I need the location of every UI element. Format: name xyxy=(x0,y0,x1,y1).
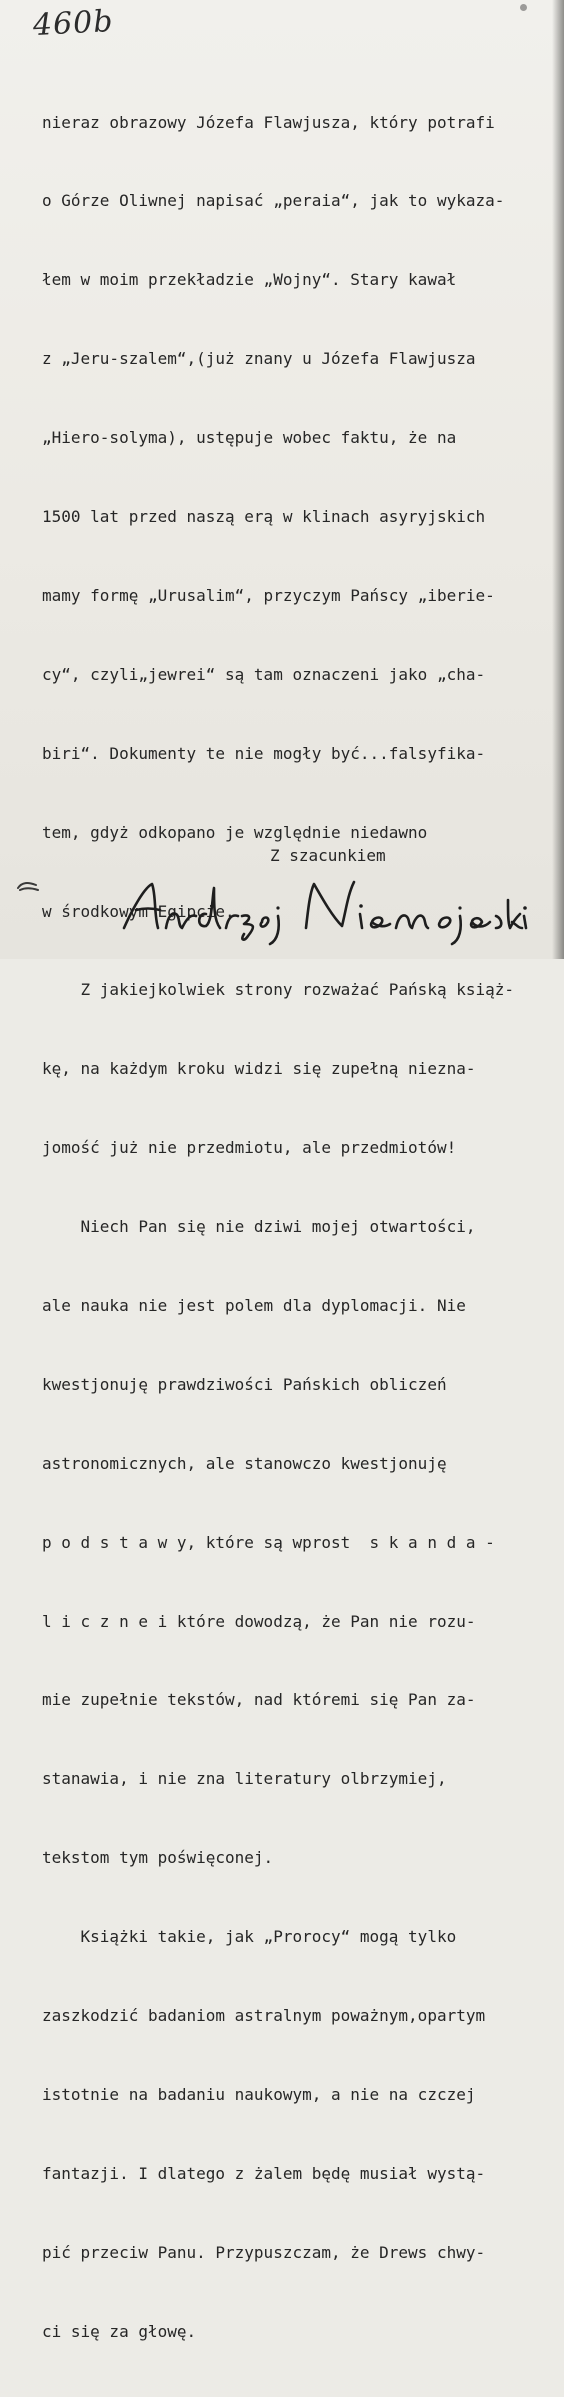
text-line: 1500 lat przed naszą erą w klinach asyryjskich xyxy=(42,507,486,527)
text-line: z „Jeru-szalem“,(już znany u Józefa Flawjusza xyxy=(42,349,476,369)
text-line: zaszkodzić badaniom astralnym poważnym,opartym xyxy=(42,2005,486,2025)
text-line: nieraz obrazowy Józefa Flawjusza, który potrafi xyxy=(42,112,495,132)
text-line: Z jakiejkolwiek strony rozważać Pańską książ- xyxy=(42,980,515,1000)
text-line: łem w moim przekładzie „Wojny“. Stary kawał xyxy=(42,270,457,290)
text-line: Niech Pan się nie dziwi mojej otwartości, xyxy=(42,1217,476,1237)
text-line: kwestjonuję prawdziwości Pańskich obliczeń xyxy=(42,1374,447,1394)
text-line: tekstom tym poświęconej. xyxy=(42,1848,274,1868)
text-line: o Górze Oliwnej napisać „peraia“, jak to wykaza- xyxy=(42,191,505,211)
text-line: mie zupełnie tekstów, nad któremi się Pan za- xyxy=(42,1690,476,1710)
text-line: mamy formę „Urusalim“, przyczym Pańscy „iberie- xyxy=(42,585,495,605)
ink-speck xyxy=(520,4,527,11)
text-line: istotnie na badaniu naukowym, a nie na czczej xyxy=(42,2084,476,2104)
text-line: pić przeciw Panu. Przypuszczam, że Drews chwy- xyxy=(42,2242,486,2262)
text-line: „Hiero-solyma), ustępuje wobec faktu, że na xyxy=(42,428,457,448)
text-line: ci się za głowę. xyxy=(42,2321,197,2341)
text-line: l i c z n e i które dowodzą, że Pan nie rozu- xyxy=(42,1611,476,1631)
text-line: kę, na każdym kroku widzi się zupełną niezna- xyxy=(42,1059,476,1079)
text-line: Książki takie, jak „Prorocy“ mogą tylko xyxy=(42,1927,457,1947)
handwritten-page-number: 460b xyxy=(32,3,115,44)
page-edge-shadow xyxy=(552,0,564,959)
text-line: fantazji. I dlatego z żalem będę musiał wystą- xyxy=(42,2163,486,2183)
closing-salutation: Z szacunkiem xyxy=(270,846,386,865)
ink-smudge xyxy=(16,878,40,894)
text-line: tem, gdyż odkopano je względnie niedawno xyxy=(42,822,428,842)
text-line: astronomicznych, ale stanowczo kwestjonuję xyxy=(42,1453,447,1473)
letter-body xyxy=(42,57,552,2397)
text-line: biri“. Dokumenty te nie mogły być...falsyfika- xyxy=(42,743,486,763)
text-line: p o d s t a w y, które są wprost s k a n d a - xyxy=(42,1532,495,1552)
text-line: w środkowym Egipcie. xyxy=(42,901,235,921)
text-line: ale nauka nie jest polem dla dyplomacji. Nie xyxy=(42,1295,466,1315)
text-line: stanawia, i nie zna literatury olbrzymiej, xyxy=(42,1769,447,1789)
handwritten-signature xyxy=(110,870,530,945)
text-line: cy“, czyli„jewrei“ są tam oznaczeni jako „cha- xyxy=(42,664,486,684)
text-line: jomość już nie przedmiotu, ale przedmiotów! xyxy=(42,1138,457,1158)
